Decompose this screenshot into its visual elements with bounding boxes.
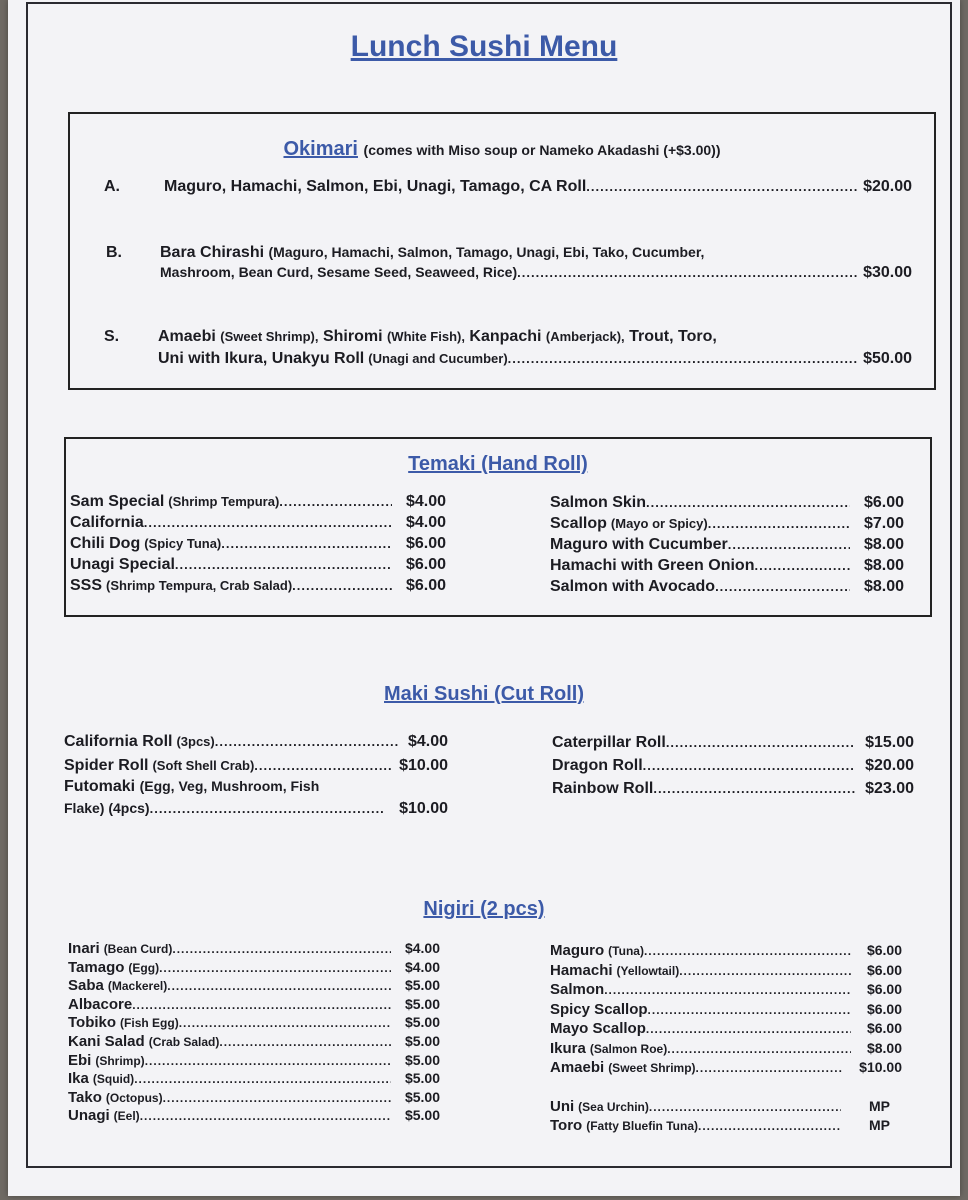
menu-item-row [68, 1089, 440, 1106]
menu-item-row [552, 757, 914, 775]
leader-dots [708, 516, 850, 531]
okimari-s-price: $50.00 [863, 350, 912, 367]
leader-dots [517, 265, 859, 280]
okimari-b-desc1: (Maguro, Hamachi, Salmon, Tamago, Unagi, Ebi, Tako, Cucumber, [268, 244, 705, 260]
maki-futomaki-price: $10.00 [399, 800, 448, 817]
leader-dots [679, 964, 851, 978]
leader-dots [715, 579, 850, 594]
menu-item-price: $6.00 [405, 556, 446, 573]
menu-item-price: $5.00 [404, 977, 440, 994]
menu-item-row [70, 493, 446, 511]
menu-item-name: Salmon [550, 981, 605, 998]
menu-item-name: Mayo Scallop [550, 1020, 646, 1037]
menu-item-description: (Salmon Roe) [589, 1041, 668, 1056]
menu-item-row [70, 535, 446, 553]
menu-item-name: SSS [70, 577, 103, 594]
menu-item-price: $10.00 [859, 1059, 902, 1075]
okimari-heading-line [70, 138, 934, 161]
leader-dots [754, 558, 849, 573]
menu-item-name: Unagi [68, 1107, 110, 1125]
leader-dots [134, 1072, 391, 1086]
menu-item-name: Saba [68, 977, 104, 995]
okimari-s-p2: Shiromi [322, 328, 383, 345]
menu-item-description: (Squid) [92, 1072, 135, 1087]
menu-item-description: (Egg) [128, 960, 160, 975]
leader-dots [215, 734, 400, 749]
menu-item-price: $8.00 [866, 1039, 902, 1056]
menu-item-name: Ikura [550, 1039, 586, 1057]
leader-dots [179, 1016, 391, 1030]
menu-item-row [68, 977, 440, 994]
menu-item-name: Uni [550, 1098, 575, 1115]
leader-dots [604, 983, 851, 997]
leader-dots [646, 495, 850, 510]
menu-item-description: (Mayo or Spicy) [610, 516, 708, 531]
okimari-s-p2s: (White Fish), [386, 329, 465, 344]
menu-item-price: $20.00 [865, 757, 914, 774]
menu-item-name: Sam Special [70, 493, 165, 510]
menu-item-row [64, 733, 448, 751]
menu-item-description: (Octopus) [105, 1090, 163, 1105]
menu-item-description: (3pcs) [176, 734, 215, 749]
menu-item-row [70, 514, 446, 532]
maki-heading: Maki Sushi (Cut Roll) [384, 683, 584, 705]
menu-item-description: (Mackerel) [107, 979, 168, 994]
okimari-a-letter: A. [104, 178, 120, 195]
leader-dots [643, 758, 855, 773]
leader-dots [254, 758, 391, 773]
menu-item-name: California Roll [64, 733, 173, 750]
menu-item-name: Caterpillar Roll [552, 734, 666, 751]
okimari-b-name: Bara Chirashi [160, 244, 265, 261]
leader-dots [219, 1035, 391, 1049]
menu-item-row [70, 556, 446, 574]
menu-item-name: Rainbow Roll [552, 780, 654, 797]
menu-item-price: $6.00 [866, 981, 902, 997]
menu-item-description: (Spicy Tuna) [144, 536, 222, 551]
leader-dots [159, 961, 391, 975]
menu-item-name: Spider Roll [64, 757, 149, 774]
menu-item-row [552, 734, 914, 752]
menu-item-price: $6.00 [866, 942, 902, 958]
menu-item-name: Tako [68, 1088, 102, 1106]
menu-item-row [550, 515, 904, 533]
menu-item-row [550, 981, 902, 998]
menu-item-price: $10.00 [399, 757, 448, 774]
menu-item-name: Hamachi with Green Onion [550, 557, 755, 574]
menu-item-description: (Bean Curd) [103, 942, 173, 956]
menu-item-row [68, 1107, 440, 1124]
leader-dots [167, 979, 391, 993]
menu-item-name: Tamago [68, 958, 125, 976]
menu-item-row [550, 1001, 902, 1018]
menu-item-price: $15.00 [865, 734, 914, 751]
menu-item-price: $4.00 [407, 733, 448, 750]
menu-item-price: $8.00 [863, 578, 904, 595]
menu-item-row [68, 1052, 440, 1069]
leader-dots [144, 515, 392, 530]
leader-dots [132, 998, 391, 1012]
okimari-b-desc2: Mashroom, Bean Curd, Sesame Seed, Seaweed, Rice) [160, 264, 518, 280]
menu-item-name: Amaebi [550, 1059, 605, 1076]
maki-futomaki-line1 [64, 778, 319, 796]
menu-item-price: $5.00 [404, 1014, 440, 1031]
menu-item-description: (Yellowtail) [616, 963, 680, 978]
menu-item-price: $6.00 [405, 577, 446, 594]
leader-dots [172, 942, 391, 956]
menu-item-price: MP [869, 1117, 890, 1133]
menu-item-description: (Sweet Shrimp) [608, 1061, 696, 1075]
okimari-s-p1s: (Sweet Shrimp), [220, 329, 319, 344]
menu-item-row [70, 577, 446, 595]
leader-dots [145, 1054, 391, 1068]
menu-item-price: $4.00 [404, 940, 440, 956]
menu-item-name: Maguro [550, 942, 605, 959]
okimari-s-p1: Amaebi [158, 328, 216, 345]
menu-item-price: $5.00 [404, 1107, 440, 1124]
menu-item-row [550, 942, 902, 959]
menu-item-name: Unagi Special [70, 556, 175, 573]
leader-dots [728, 537, 850, 552]
menu-item-price: $6.00 [866, 1000, 902, 1017]
menu-item-description: (Shrimp Tempura) [168, 494, 280, 509]
menu-item-name: Tobiko [68, 1014, 117, 1032]
menu-item-row [550, 494, 904, 512]
leader-dots [653, 781, 855, 796]
menu-item-price: $6.00 [863, 494, 904, 511]
menu-item-description: (Soft Shell Crab) [152, 758, 255, 773]
okimari-s-p5s: (Unagi and Cucumber) [368, 351, 508, 366]
leader-dots [279, 494, 392, 509]
okimari-s-p5: Uni with Ikura, Unakyu Roll [158, 350, 365, 367]
menu-item-price: $4.00 [405, 514, 446, 531]
leader-dots [163, 1091, 391, 1105]
menu-item-description: (Shrimp) [95, 1053, 145, 1068]
menu-item-name: Ebi [68, 1051, 92, 1069]
okimari-b-price: $30.00 [863, 264, 912, 281]
menu-item-name: Maguro with Cucumber [550, 536, 728, 553]
okimari-s-p3s: (Amberjack), [545, 329, 625, 344]
menu-item-price: $23.00 [865, 780, 914, 797]
menu-item-row [68, 996, 440, 1013]
menu-item-description: (Crab Salad) [148, 1035, 220, 1049]
menu-item-name: Salmon with Avocado [550, 578, 716, 595]
menu-item-price: $4.00 [405, 493, 446, 510]
leader-dots [175, 557, 392, 572]
maki-futomaki-sub2: Flake) (4pcs) [64, 800, 150, 816]
okimari-s-p3: Kanpachi [469, 328, 542, 345]
menu-item-row [550, 1059, 902, 1076]
menu-item-price: $7.00 [863, 515, 904, 532]
okimari-b-line1 [160, 244, 704, 262]
okimari-a-row [164, 178, 912, 196]
menu-item-name: Ika [68, 1070, 89, 1088]
menu-item-row [550, 536, 904, 554]
menu-item-price: $5.00 [404, 1070, 440, 1087]
leader-dots [666, 735, 855, 750]
okimari-s-row [158, 350, 912, 368]
leader-dots [221, 536, 392, 551]
leader-dots [698, 1119, 841, 1133]
menu-item-description: (Fish Egg) [120, 1016, 179, 1031]
menu-item-price: MP [869, 1098, 890, 1114]
leader-dots [649, 1100, 841, 1114]
menu-item-name: California [70, 514, 144, 531]
okimari-b-row [160, 264, 912, 282]
page-title: Lunch Sushi Menu [350, 30, 618, 63]
menu-item-price: $5.00 [404, 1051, 440, 1068]
maki-futomaki-sub1: (Egg, Veg, Mushroom, Fish [139, 778, 320, 794]
leader-dots [648, 1003, 851, 1017]
okimari-a-price: $20.00 [863, 178, 912, 195]
menu-item-description: (Sea Urchin) [578, 1100, 649, 1114]
leader-dots [646, 1022, 851, 1036]
menu-item-row [68, 959, 440, 976]
menu-item-row [550, 1020, 902, 1037]
okimari-s-letter: S. [104, 328, 120, 345]
menu-item-price: $4.00 [404, 958, 440, 975]
menu-item-name: Spicy Scallop [550, 1000, 648, 1018]
menu-item-row [550, 1117, 890, 1134]
menu-item-name: Albacore [68, 995, 133, 1013]
menu-item-price: $8.00 [863, 536, 904, 553]
menu-item-name: Toro [550, 1117, 583, 1134]
menu-item-row [552, 780, 914, 798]
menu-item-description: (Fatty Bluefin Tuna) [586, 1119, 698, 1133]
leader-dots [667, 1042, 851, 1056]
leader-dots [140, 1109, 391, 1123]
menu-item-name: Dragon Roll [552, 757, 643, 774]
menu-item-name: Chili Dog [70, 535, 141, 552]
menu-item-name: Salmon Skin [550, 494, 647, 511]
leader-dots [150, 801, 385, 816]
leader-dots [586, 179, 859, 194]
leader-dots [508, 351, 859, 366]
menu-item-row [68, 1014, 440, 1031]
okimari-heading: Okimari [283, 138, 358, 160]
menu-item-row [550, 962, 902, 979]
menu-item-price: $6.00 [866, 961, 902, 978]
menu-item-price: $5.00 [404, 1033, 440, 1049]
menu-item-price: $8.00 [863, 557, 904, 574]
menu-item-name: Kani Salad [68, 1033, 145, 1050]
menu-item-row [64, 757, 448, 775]
menu-item-price: $6.00 [405, 535, 446, 552]
menu-item-row [550, 557, 904, 575]
okimari-s-line1 [158, 328, 717, 346]
maki-futomaki-name: Futomaki [64, 778, 136, 795]
menu-item-row [68, 940, 440, 957]
menu-item-description: (Eel) [113, 1109, 140, 1124]
maki-futomaki-row [64, 800, 448, 818]
menu-item-row [68, 1033, 440, 1050]
menu-item-description: (Shrimp Tempura, Crab Salad) [106, 578, 293, 593]
menu-item-row [550, 1040, 902, 1057]
temaki-heading: Temaki (Hand Roll) [408, 453, 588, 475]
okimari-s-p4: Trout, Toro, [629, 328, 717, 345]
nigiri-heading: Nigiri (2 pcs) [423, 898, 545, 920]
menu-item-description: (Tuna) [608, 944, 644, 958]
menu-item-name: Scallop [550, 515, 607, 532]
menu-item-row [550, 578, 904, 596]
okimari-a-name: Maguro, Hamachi, Salmon, Ebi, Unagi, Tamago, CA Roll [164, 178, 587, 195]
leader-dots [292, 578, 392, 593]
okimari-note: (comes with Miso soup or Nameko Akadashi (+$3.00)) [363, 142, 721, 158]
menu-item-name: Hamachi [550, 961, 613, 979]
menu-item-row [550, 1098, 890, 1115]
menu-item-price: $6.00 [866, 1020, 902, 1036]
menu-item-name: Inari [68, 940, 100, 957]
leader-dots [644, 944, 851, 958]
menu-item-row [68, 1070, 440, 1087]
menu-item-price: $5.00 [404, 995, 440, 1012]
menu-item-price: $5.00 [404, 1088, 440, 1105]
leader-dots [696, 1061, 844, 1075]
okimari-b-letter: B. [106, 244, 122, 261]
